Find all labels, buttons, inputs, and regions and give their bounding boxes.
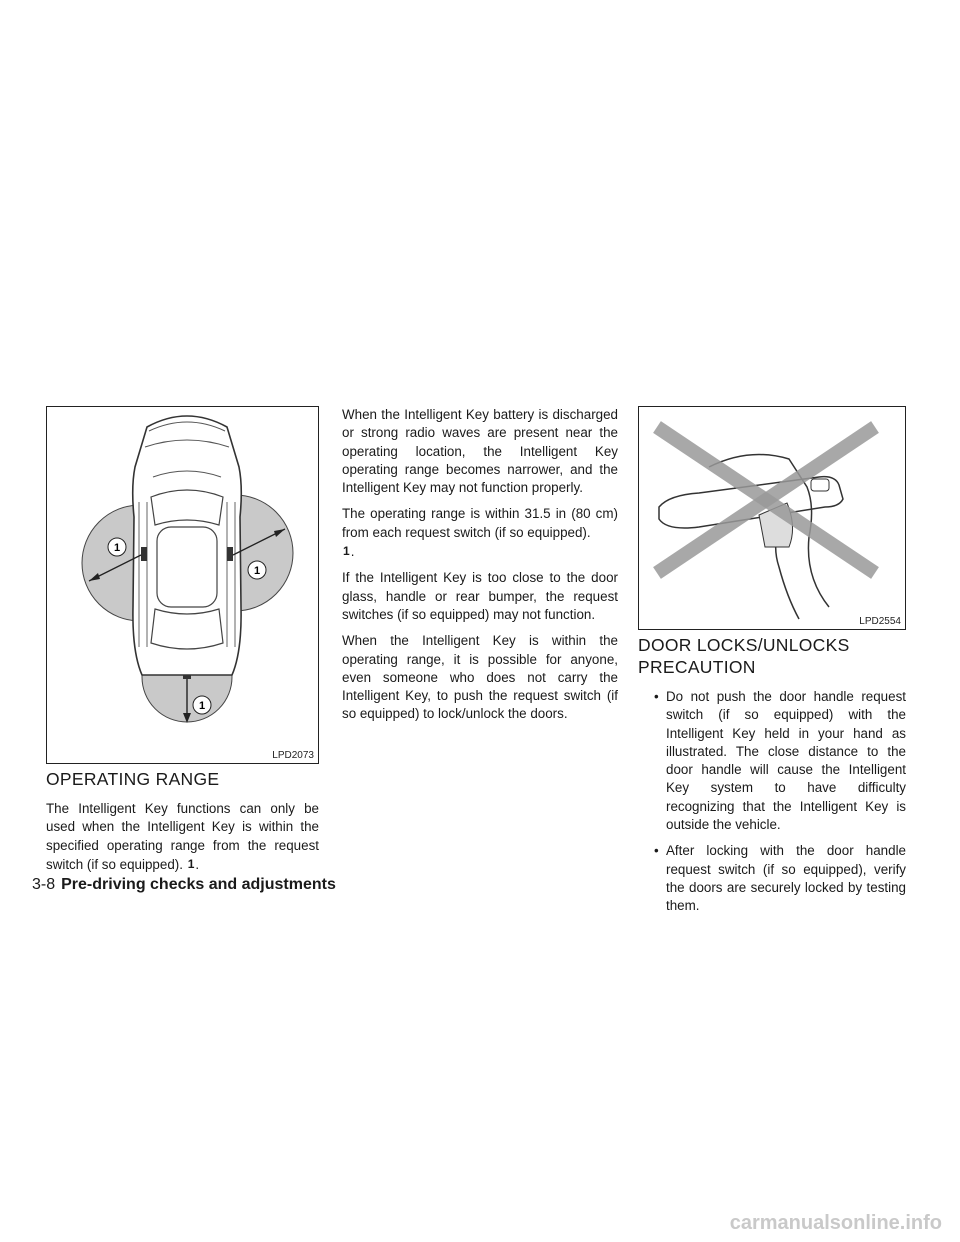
heading-line-2: PRECAUTION (638, 657, 756, 677)
figure-door-handle-warning (638, 406, 906, 630)
paragraph-tail: . (195, 856, 200, 872)
paragraph-range (342, 505, 618, 561)
precaution-list (638, 688, 906, 916)
list-item: • Do not push the door handle request switch (if so equipped) with the Intelligent Key held in your hand as illustrated. The close distance to the door handle will cause the Intelligent Key system to have difficulty recognizing that the Intelligent Key is outside the vehicle. (654, 688, 906, 834)
page-number: 3-8 (32, 876, 56, 893)
figure-code: LPD2554 (859, 616, 901, 627)
door-handle-illustration (639, 407, 905, 629)
column-middle (342, 406, 618, 732)
figure-code: LPD2073 (272, 750, 314, 761)
paragraph-tail: . (350, 544, 355, 560)
list-item: • After locking with the door handle request switch (if so equipped), verify the doors are securely locked by testing them. (654, 842, 906, 915)
section-heading-door-locks (638, 634, 906, 678)
rear-switch (183, 675, 191, 679)
column-operating-range (46, 768, 319, 882)
car-roof (157, 527, 217, 607)
car-rear-window (151, 609, 223, 649)
paragraph (46, 800, 319, 874)
handle-lock-button (811, 479, 829, 491)
page-footer (32, 876, 336, 894)
section-heading-operating-range: OPERATING RANGE (46, 769, 220, 789)
callout-marker: 1 (343, 544, 350, 559)
paragraph-battery: When the Intelligent Key battery is discharged or strong radio waves are present near the operating location, the Intelligent Key operating range becomes narrower, and the Intelligent Key may not function properly. (342, 407, 618, 496)
watermark-text: carmanualsonline.info (729, 1212, 942, 1234)
heading-line-1: DOOR LOCKS/UNLOCKS (638, 635, 850, 655)
car-top-view-illustration (47, 407, 318, 763)
paragraph-text: The operating range is within 31.5 in (80 cm) from each request switch (if so equipped). (342, 506, 618, 540)
paragraph-too-close: If the Intelligent Key is too close to the door glass, handle or rear bumper, the request switches (if so equipped) may not function. (342, 570, 618, 622)
callout-label-left: 1 (113, 542, 121, 554)
section-title: Pre-driving checks and adjustments (61, 876, 336, 893)
column-door-locks (638, 634, 906, 924)
paragraph-anyone: When the Intelligent Key is within the operating range, it is possible for anyone, even someone who does not carry the Intelligent Key, to push the request switch (if so equipped) to lock/unlock the doors. (342, 633, 618, 722)
callout-marker: 1 (187, 856, 195, 871)
callout-label-rear: 1 (198, 700, 206, 712)
door-handle-left (141, 547, 147, 561)
callout-label-right: 1 (253, 565, 261, 577)
car-windshield (151, 490, 223, 525)
door-handle-right (227, 547, 233, 561)
paragraph-text: The Intelligent Key functions can only be used when the Intelligent Key is within the specified operating range from the request switch (if so equipped). (46, 801, 319, 872)
figure-operating-range (46, 406, 319, 764)
